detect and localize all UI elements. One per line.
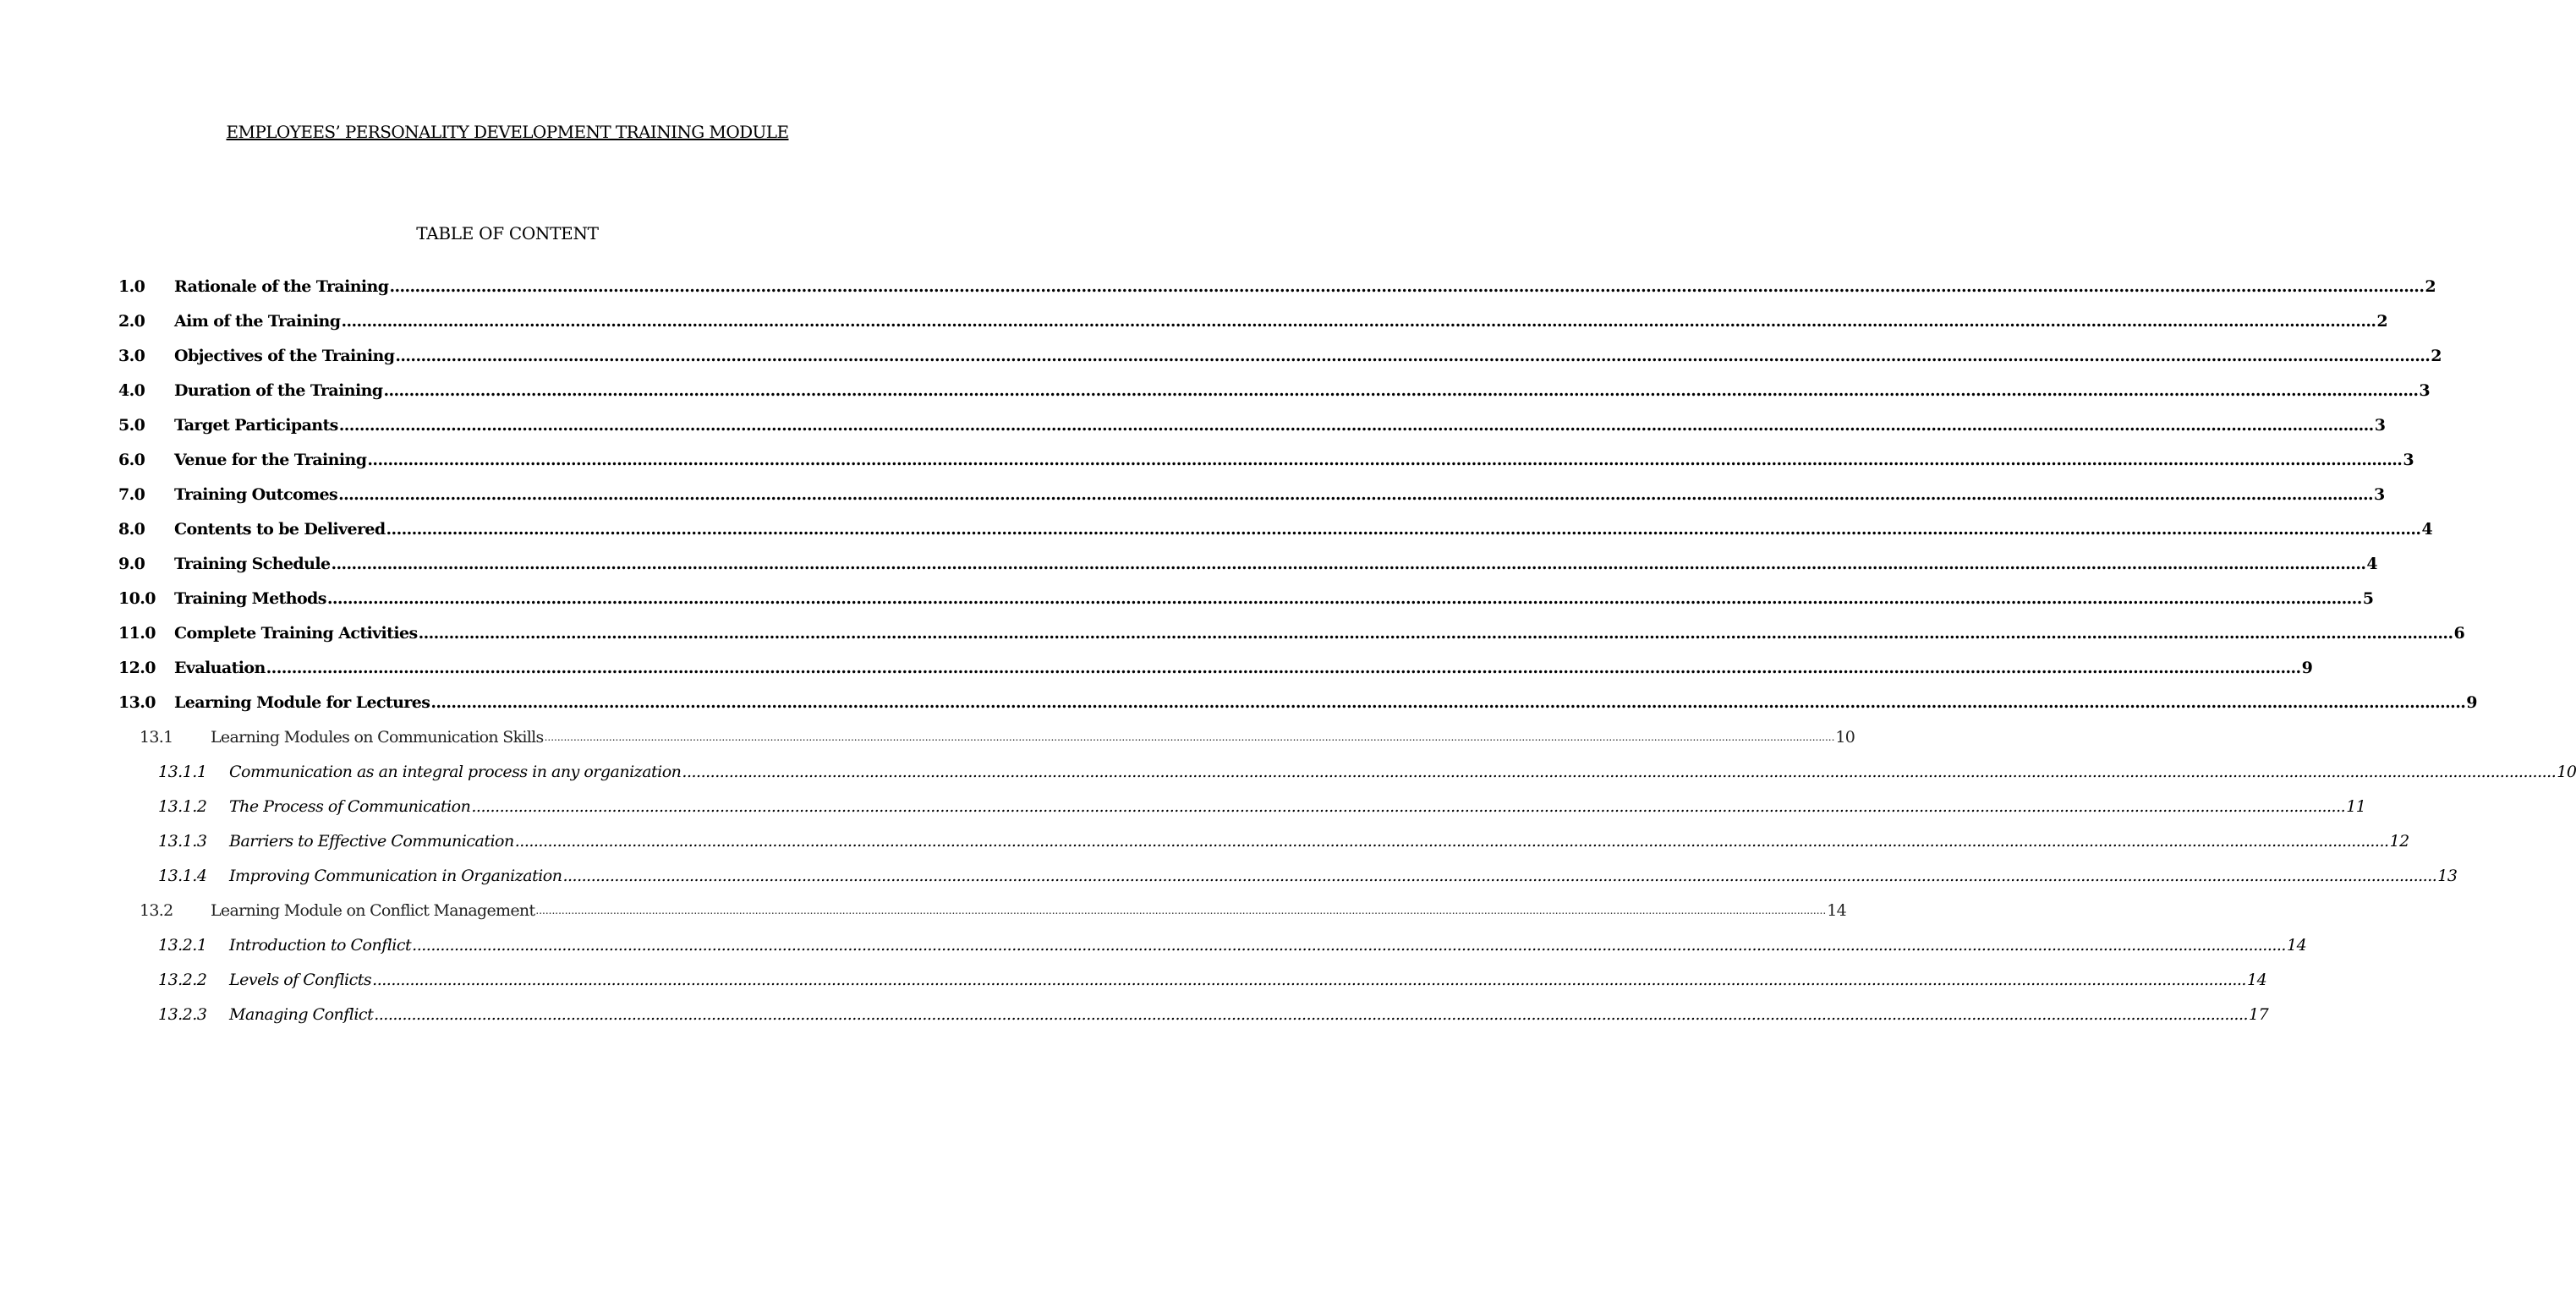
toc-dot-leader: ................................................................................................................................................................................................................................................................................................................................................................................................................: [341, 311, 2376, 331]
toc-dot-leader: ................................................................................................................................................................................................................................................................................................................................................................................................................: [418, 623, 2453, 643]
toc-entry-label: Learning Modules on Communication Skills: [211, 727, 544, 747]
toc-entry-label: Complete Training Activities: [174, 623, 418, 643]
toc-entry-page-number: 2: [2425, 276, 2436, 296]
toc-entry[interactable]: [118, 477, 2385, 512]
toc-entry[interactable]: [118, 512, 2433, 546]
toc-dot-leader: ................................................................................................................................................................................................................................................................................................................................................................................................................: [682, 762, 2557, 781]
toc-entry[interactable]: [118, 927, 2307, 962]
toc-entry-number: 2.0: [118, 311, 145, 331]
toc-entry-label: The Process of Communication: [229, 796, 471, 816]
toc-entry-number: 13.0: [118, 692, 156, 712]
toc-dot-leader: ................................................................................................................................................................................................................................................................................................................................................................................................................: [266, 658, 2301, 677]
toc-entry-page-number: 9: [2466, 692, 2477, 712]
toc-entry[interactable]: [118, 754, 2576, 789]
toc-entry-label: Evaluation: [174, 658, 266, 677]
toc-entry-label: Managing Conflict: [229, 1004, 374, 1024]
toc-entry-page-number: 5: [2362, 588, 2374, 608]
toc-entry-number: 1.0: [118, 276, 145, 296]
toc-entry-label: Communication as an integral process in any organization: [229, 762, 682, 781]
toc-dot-leader: ................................................................................................................................................................................................................................................................................................................................................................................................................: [338, 415, 2374, 435]
toc-entry-label: Contents to be Delivered: [174, 519, 386, 539]
toc-entry-page-number: 14: [2286, 935, 2307, 955]
toc-entry[interactable]: [118, 719, 1855, 754]
toc-entry-number: 13.2.3: [158, 1004, 207, 1024]
toc-dot-leader: ................................................................................................................................................................................................................................................................................................................................................................................................................: [367, 450, 2403, 469]
toc-dot-leader: ................................................................................................................................................................................................................................................................................................................................................................................................................: [386, 519, 2421, 539]
toc-entry-label: Aim of the Training: [174, 311, 341, 331]
toc-entry-number: 13.1: [140, 727, 173, 747]
toc-dot-leader: ................................................................................................................................................................................................................................................................................................................................................................................................................: [326, 588, 2362, 608]
toc-entry-page-number: 3: [2419, 380, 2431, 400]
toc-entry-number: 9.0: [118, 554, 145, 573]
toc-entry[interactable]: [118, 893, 1846, 927]
toc-entry-page-number: 3: [2403, 450, 2414, 469]
toc-entry-page-number: 10: [2557, 762, 2576, 781]
toc-dot-leader: ................................................................................................................................................................................................................................................................................................................................................................................................................: [471, 796, 2346, 816]
toc-entry-number: 8.0: [118, 519, 145, 539]
toc-entry[interactable]: [118, 615, 2465, 650]
toc-entry-page-number: 14: [2246, 970, 2267, 989]
toc-entry-page-number: 10: [1835, 727, 1855, 747]
toc-dot-leader: ................................................................................................................................................................................................................................................................................................................................................................................................................: [544, 730, 1835, 743]
toc-entry[interactable]: [118, 304, 2387, 338]
toc-entry[interactable]: [118, 962, 2267, 997]
toc-entry-page-number: 11: [2346, 796, 2366, 816]
toc-entry-page-number: 9: [2301, 658, 2313, 677]
toc-entry[interactable]: [118, 269, 2436, 304]
toc-entry[interactable]: [118, 650, 2313, 685]
document-title: EMPLOYEES’ PERSONALITY DEVELOPMENT TRAINING MODULE: [226, 122, 789, 142]
toc-entry[interactable]: [118, 685, 2477, 719]
toc-entry[interactable]: [118, 338, 2442, 373]
toc-heading: TABLE OF CONTENT: [416, 223, 599, 243]
toc-entry-page-number: 4: [2421, 519, 2433, 539]
toc-dot-leader: ................................................................................................................................................................................................................................................................................................................................................................................................................: [374, 1004, 2249, 1024]
toc-entry-label: Levels of Conflicts: [229, 970, 372, 989]
toc-entry-number: 7.0: [118, 484, 145, 504]
toc-dot-leader: ................................................................................................................................................................................................................................................................................................................................................................................................................: [338, 484, 2374, 504]
toc-entry-label: Introduction to Conflict: [229, 935, 412, 955]
toc-entry-page-number: 17: [2249, 1004, 2269, 1024]
toc-entry-page-number: 3: [2374, 415, 2386, 435]
toc-entry-number: 6.0: [118, 450, 145, 469]
toc-entry[interactable]: [118, 789, 2366, 823]
toc-entry-label: Training Schedule: [174, 554, 331, 573]
toc-entry[interactable]: [118, 442, 2414, 477]
toc-entry-number: 10.0: [118, 588, 156, 608]
toc-dot-leader: ................................................................................................................................................................................................................................................................................................................................................................................................................: [430, 692, 2466, 712]
toc-entry-number: 3.0: [118, 346, 145, 365]
toc-entry-page-number: 2: [2376, 311, 2387, 331]
toc-entry-number: 13.2.2: [158, 970, 207, 989]
toc-entry-number: 4.0: [118, 380, 145, 400]
toc-entry-number: 12.0: [118, 658, 156, 677]
toc-entry[interactable]: [118, 997, 2269, 1031]
toc-entry-label: Target Participants: [174, 415, 338, 435]
toc-entry-page-number: 14: [1827, 900, 1846, 920]
toc-entry[interactable]: [118, 581, 2374, 615]
toc-entry-number: 13.1.2: [158, 796, 207, 816]
toc-entry-page-number: 2: [2431, 346, 2442, 365]
toc-entry-page-number: 13: [2437, 866, 2458, 885]
toc-entry[interactable]: [118, 823, 2409, 858]
toc-entry-number: 13.2: [140, 900, 173, 920]
toc-entry-number: 11.0: [118, 623, 156, 643]
toc-entry[interactable]: [118, 373, 2431, 408]
toc-entry-label: Barriers to Effective Communication: [229, 831, 514, 851]
toc-entry-label: Rationale of the Training: [174, 276, 389, 296]
toc-entry-label: Improving Communication in Organization: [229, 866, 562, 885]
toc-entry-label: Learning Module on Conflict Management: [211, 900, 535, 920]
toc-entry-number: 13.1.4: [158, 866, 207, 885]
table-of-contents: [118, 269, 2576, 1031]
toc-entry-number: 13.1.3: [158, 831, 207, 851]
toc-entry[interactable]: [118, 546, 2377, 581]
toc-entry-label: Learning Module for Lectures: [174, 692, 430, 712]
toc-entry-number: 5.0: [118, 415, 145, 435]
toc-entry-label: Venue for the Training: [174, 450, 367, 469]
toc-dot-leader: ................................................................................................................................................................................................................................................................................................................................................................................................................: [412, 935, 2286, 955]
toc-dot-leader: ................................................................................................................................................................................................................................................................................................................................................................................................................: [372, 970, 2246, 989]
toc-entry-label: Duration of the Training: [174, 380, 383, 400]
toc-entry-label: Objectives of the Training: [174, 346, 395, 365]
toc-entry-page-number: 3: [2374, 484, 2385, 504]
toc-entry-page-number: 6: [2453, 623, 2465, 643]
toc-dot-leader: ................................................................................................................................................................................................................................................................................................................................................................................................................: [383, 380, 2419, 400]
toc-entry[interactable]: [118, 408, 2386, 442]
toc-entry-label: Training Outcomes: [174, 484, 338, 504]
toc-dot-leader: ................................................................................................................................................................................................................................................................................................................................................................................................................: [535, 904, 1827, 916]
toc-entry-number: 13.1.1: [158, 762, 207, 781]
toc-entry-page-number: 12: [2389, 831, 2409, 851]
toc-dot-leader: ................................................................................................................................................................................................................................................................................................................................................................................................................: [562, 866, 2437, 885]
toc-dot-leader: ................................................................................................................................................................................................................................................................................................................................................................................................................: [389, 276, 2425, 296]
toc-dot-leader: ................................................................................................................................................................................................................................................................................................................................................................................................................: [331, 554, 2366, 573]
toc-entry[interactable]: [118, 858, 2458, 893]
toc-dot-leader: ................................................................................................................................................................................................................................................................................................................................................................................................................: [395, 346, 2431, 365]
toc-dot-leader: ................................................................................................................................................................................................................................................................................................................................................................................................................: [514, 831, 2389, 851]
toc-entry-page-number: 4: [2366, 554, 2377, 573]
toc-entry-label: Training Methods: [174, 588, 326, 608]
toc-entry-number: 13.2.1: [158, 935, 207, 955]
